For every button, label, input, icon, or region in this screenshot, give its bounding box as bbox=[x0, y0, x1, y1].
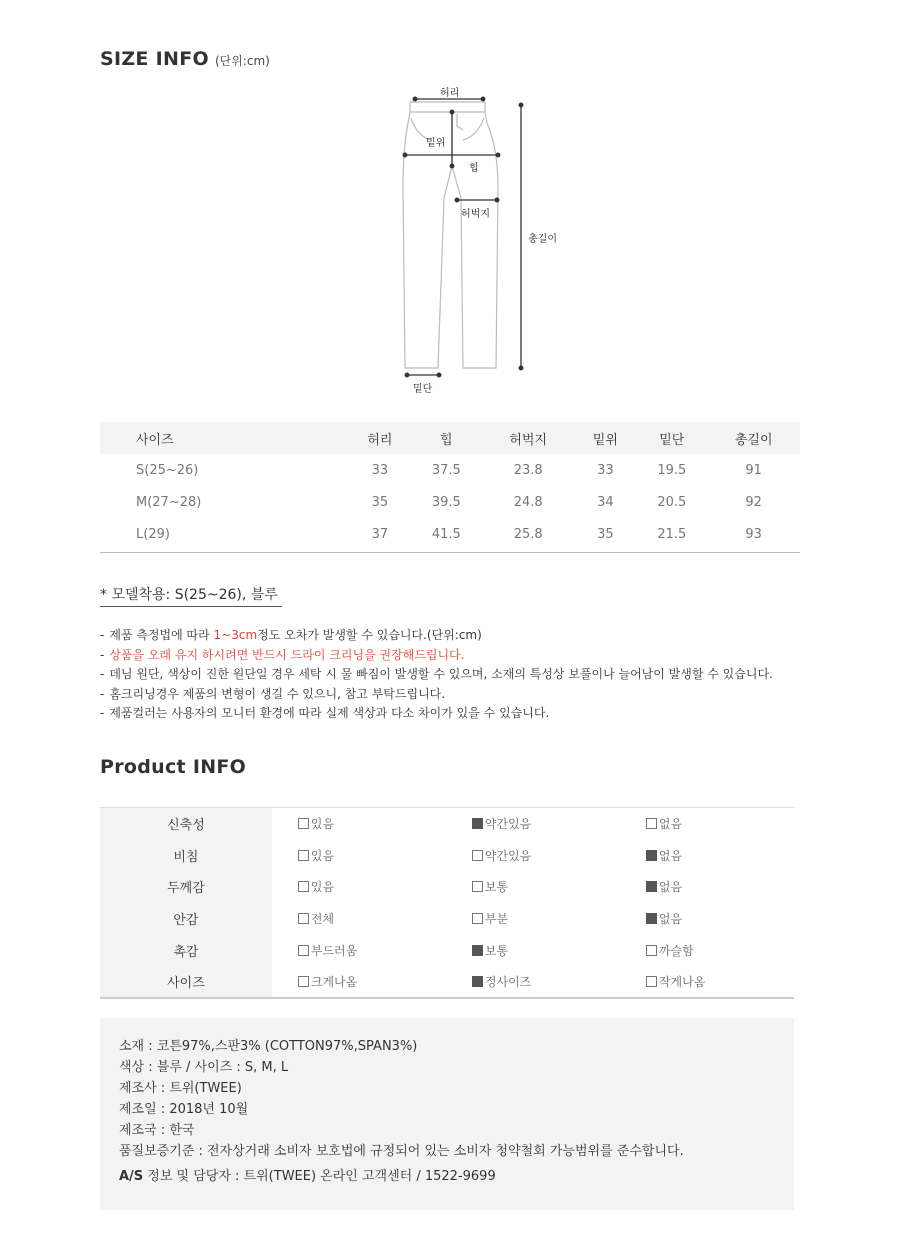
option-cell bbox=[448, 935, 620, 967]
option-label: 작게나옴 bbox=[658, 975, 706, 990]
list-item: - 제품컬러는 사용자의 모니터 환경에 따라 실제 색상과 다소 차이가 있을 수 있습니다. bbox=[100, 706, 550, 720]
table-row bbox=[100, 966, 794, 998]
option-cell bbox=[622, 871, 794, 903]
size-cell: 24.8 bbox=[513, 494, 543, 510]
size-cell: 33 bbox=[371, 462, 389, 478]
table-row bbox=[100, 454, 800, 486]
table-row bbox=[100, 808, 794, 840]
size-cell: 19.5 bbox=[657, 462, 687, 478]
label-hip: 힙 bbox=[469, 163, 479, 174]
option-label: 약간있음 bbox=[484, 848, 532, 863]
checkbox-empty-icon bbox=[298, 945, 309, 956]
attribute-label: 사이즈 bbox=[100, 966, 272, 998]
detail-manufacturer: 제조사 : 트위(TWEE) bbox=[119, 1081, 242, 1096]
product-info-title bbox=[100, 756, 246, 778]
size-header-cell: 힙 bbox=[411, 422, 482, 454]
size-cell: 41.5 bbox=[411, 518, 482, 552]
detail-warranty: 품질보증기준 : 전자상거래 소비자 보호법에 규정되어 있는 소비자 청약철회 가능범위를 준수합니다. bbox=[119, 1144, 684, 1159]
checkbox-checked-icon bbox=[472, 976, 483, 987]
label-total-length: 총길이 bbox=[528, 234, 557, 245]
checkbox-checked-icon bbox=[472, 818, 483, 829]
option-label: 정사이즈 bbox=[484, 975, 532, 990]
checkbox-checked-icon bbox=[472, 945, 483, 956]
checkbox-empty-icon bbox=[646, 818, 657, 829]
checkbox-empty-icon bbox=[646, 945, 657, 956]
option-label: 있음 bbox=[310, 848, 335, 863]
option-label: 크게나옴 bbox=[310, 975, 358, 990]
detail-material: 소재 : 코튼97%,스판3% (COTTON97%,SPAN3%) bbox=[119, 1039, 418, 1054]
table-row bbox=[100, 518, 800, 552]
option-label: 없음 bbox=[658, 880, 683, 895]
list-item: - 데님 원단, 색상이 진한 원단일 경우 세탁 시 물 빠짐이 발생할 수 있으며, 소재의 특성상 보풀이나 늘어남이 발생할 수 있습니다. bbox=[100, 667, 773, 681]
checkbox-checked-icon bbox=[646, 913, 657, 924]
option-cell bbox=[448, 871, 620, 903]
list-item: - 홈크리닝경우 제품의 변형이 생길 수 있으니, 참고 부탁드립니다. bbox=[100, 686, 446, 701]
checkbox-checked-icon bbox=[646, 881, 657, 892]
care-notes bbox=[100, 626, 773, 724]
size-cell: 23.8 bbox=[513, 462, 543, 478]
option-label: 까슬함 bbox=[658, 944, 694, 959]
option-label: 부드러움 bbox=[310, 944, 358, 959]
option-label: 있음 bbox=[310, 880, 335, 895]
label-hem: 밑단 bbox=[413, 384, 433, 395]
option-label: 없음 bbox=[658, 817, 683, 832]
table-row bbox=[100, 839, 794, 871]
size-header-cell: 사이즈 bbox=[100, 422, 349, 454]
checkbox-empty-icon bbox=[646, 976, 657, 987]
attribute-label: 두께감 bbox=[100, 871, 272, 903]
model-note: * 모델착용: S(25~26), 블루 bbox=[100, 584, 282, 607]
size-header-cell: 밑단 bbox=[636, 422, 707, 454]
size-cell: 20.5 bbox=[657, 494, 687, 510]
option-label: 부분 bbox=[484, 912, 509, 927]
table-row bbox=[100, 871, 794, 903]
detail-country: 제조국 : 한국 bbox=[119, 1123, 195, 1138]
option-label: 약간있음 bbox=[484, 817, 532, 832]
option-cell bbox=[622, 966, 794, 998]
checkbox-empty-icon bbox=[298, 881, 309, 892]
option-cell bbox=[274, 808, 446, 840]
checkbox-checked-icon bbox=[646, 850, 657, 861]
size-header-cell: 허리 bbox=[349, 422, 411, 454]
pants-measurement-diagram bbox=[395, 78, 575, 398]
attribute-label: 신축성 bbox=[100, 808, 272, 840]
size-info-title bbox=[100, 48, 270, 70]
checkbox-empty-icon bbox=[298, 818, 309, 829]
list-item: - 제품 측정법에 따라 1~3cm정도 오차가 발생할 수 있습니다.(단위:cm) bbox=[100, 628, 482, 642]
detail-as-contact: A/S 정보 및 담당자 : 트위(TWEE) 온라인 고객센터 / 1522-9699 bbox=[119, 1169, 496, 1184]
option-label: 있음 bbox=[310, 817, 335, 832]
size-cell: 33 bbox=[597, 462, 614, 478]
checkbox-empty-icon bbox=[472, 913, 483, 924]
checkbox-empty-icon bbox=[298, 913, 309, 924]
attribute-label: 촉감 bbox=[100, 935, 272, 967]
size-cell: 91 bbox=[745, 462, 762, 478]
size-cell: 93 bbox=[707, 518, 800, 552]
size-header-cell: 밑위 bbox=[574, 422, 636, 454]
option-cell bbox=[274, 839, 446, 871]
size-cell: 92 bbox=[745, 494, 762, 510]
option-label: 보통 bbox=[484, 880, 509, 895]
label-rise: 밑위 bbox=[426, 138, 446, 149]
size-info-heading: SIZE INFO bbox=[100, 48, 209, 70]
list-item: - 상품을 오래 유지 하시려면 반드시 드라이 크리닝을 권장해드립니다. bbox=[100, 647, 465, 662]
size-cell: 35 bbox=[371, 494, 389, 510]
option-label: 없음 bbox=[658, 912, 683, 927]
size-cell: 39.5 bbox=[431, 494, 461, 510]
product-info-heading: Product INFO bbox=[100, 756, 247, 778]
size-header-cell: 허벅지 bbox=[482, 422, 575, 454]
option-cell bbox=[622, 935, 794, 967]
attribute-label: 비침 bbox=[100, 839, 272, 871]
option-cell bbox=[448, 966, 620, 998]
label-thigh: 허벅지 bbox=[461, 209, 490, 220]
option-cell bbox=[622, 839, 794, 871]
size-cell: 37 bbox=[349, 518, 411, 552]
size-cell: 37.5 bbox=[431, 462, 461, 478]
option-cell bbox=[622, 903, 794, 935]
product-info-table bbox=[100, 807, 794, 999]
product-details bbox=[100, 1018, 794, 1210]
size-info-unit: (단위:cm) bbox=[214, 54, 270, 68]
label-waist: 허리 bbox=[440, 88, 460, 99]
table-row bbox=[100, 935, 794, 967]
size-table-header bbox=[100, 422, 800, 454]
size-cell: 21.5 bbox=[636, 518, 707, 552]
option-cell bbox=[448, 903, 620, 935]
option-cell bbox=[448, 839, 620, 871]
size-cell: S(25~26) bbox=[136, 462, 199, 478]
option-cell bbox=[274, 903, 446, 935]
size-cell: 35 bbox=[574, 518, 636, 552]
option-cell bbox=[274, 935, 446, 967]
size-cell: M(27~28) bbox=[136, 494, 202, 510]
detail-date: 제조일 : 2018년 10월 bbox=[119, 1102, 249, 1117]
option-cell bbox=[622, 808, 794, 840]
option-cell bbox=[448, 808, 620, 840]
size-header-cell: 총길이 bbox=[707, 422, 800, 454]
size-cell: 25.8 bbox=[482, 518, 575, 552]
detail-color-size: 색상 : 블루 / 사이즈 : S, M, L bbox=[119, 1060, 289, 1075]
checkbox-empty-icon bbox=[298, 850, 309, 861]
option-label: 없음 bbox=[658, 848, 683, 863]
checkbox-empty-icon bbox=[472, 881, 483, 892]
size-cell: L(29) bbox=[100, 518, 349, 552]
option-label: 보통 bbox=[484, 944, 509, 959]
checkbox-empty-icon bbox=[472, 850, 483, 861]
option-cell bbox=[274, 966, 446, 998]
attribute-label: 안감 bbox=[100, 903, 272, 935]
option-cell bbox=[274, 871, 446, 903]
table-row bbox=[100, 486, 800, 518]
option-label: 전체 bbox=[310, 912, 335, 927]
size-cell: 34 bbox=[597, 494, 614, 510]
table-row bbox=[100, 903, 794, 935]
checkbox-empty-icon bbox=[298, 976, 309, 987]
size-table bbox=[100, 422, 800, 553]
